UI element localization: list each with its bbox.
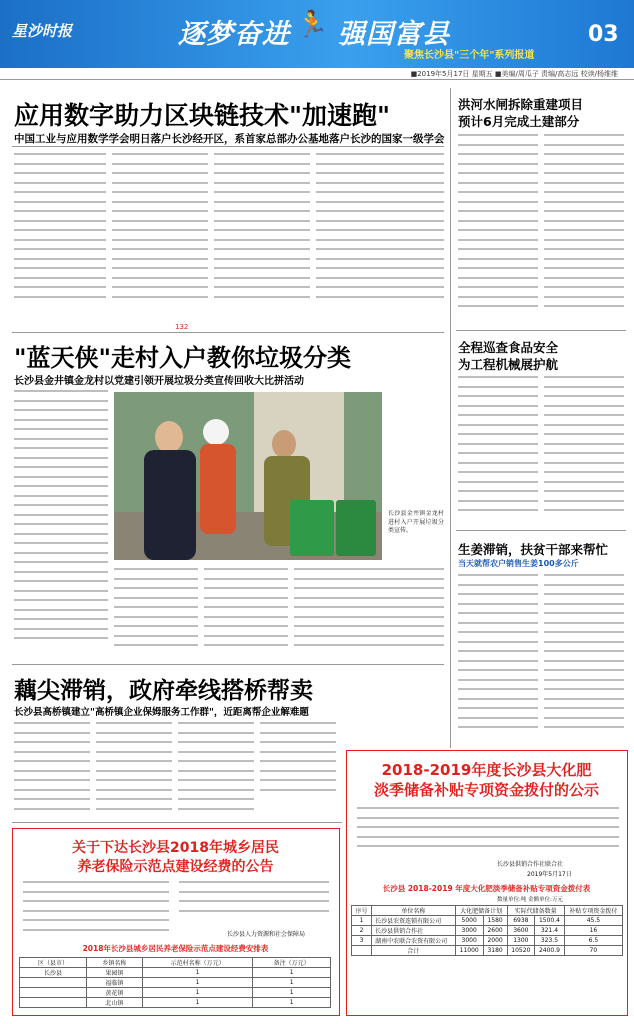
notice1-signature: 长沙县人力资源和社会保障局 <box>227 931 306 938</box>
table-cell: 长沙县农资连锁有限公司 <box>372 916 456 926</box>
table-cell: 3000 <box>455 926 483 936</box>
story3-col1 <box>14 390 108 658</box>
notice1-table-title: 2018年长沙县城乡居民养老保险示范点建设经费安排表 <box>82 944 269 953</box>
story6-col3 <box>178 722 254 818</box>
photo-scene <box>114 392 382 560</box>
table-cell: 3180 <box>483 946 507 956</box>
table-cell <box>352 946 372 956</box>
table-cell: 湖南中农联合农资有限公司 <box>372 936 456 946</box>
notice2-table-title: 长沙县 2018-2019 年度大化肥淡季储备补贴专项资金拨付表 <box>382 884 591 893</box>
divider <box>12 664 444 665</box>
story2-col1 <box>458 134 538 320</box>
table-row <box>20 978 331 988</box>
table-header-row <box>20 958 331 968</box>
notice1-body-left <box>23 881 169 937</box>
table-header: 单位名称 <box>372 906 456 916</box>
table-cell: 1580 <box>483 916 507 926</box>
notice1-title: 关于下达长沙县2018年城乡居民 <box>72 840 279 856</box>
photo-caption: 长沙县金井镇金龙村进村入户开展垃圾分类宣传。 <box>388 510 444 534</box>
story6-col1 <box>14 722 90 818</box>
pension-notice <box>12 828 340 1016</box>
table-cell: 北山镇 <box>86 998 142 1008</box>
divider <box>456 330 626 331</box>
notice1-table <box>19 957 331 1008</box>
notice2-title: 2018-2019年度长沙县大化肥 <box>381 761 592 779</box>
table-cell: 5000 <box>455 916 483 926</box>
table-cell: 长沙县供销合作社 <box>372 926 456 936</box>
table-cell: 福临镇 <box>86 978 142 988</box>
story3-headline: "蓝天侠"走村入户教你垃圾分类 <box>14 344 352 372</box>
story1-col3 <box>214 153 310 313</box>
table-cell: 3000 <box>455 936 483 946</box>
table-cell: 2 <box>352 926 372 936</box>
table-row <box>20 998 331 1008</box>
story3-col2 <box>114 568 198 658</box>
masthead: 星沙时报 <box>12 22 73 40</box>
notice1-title-line2: 养老保险示范点建设经费的公告 <box>77 859 274 875</box>
table-cell: 1300 <box>507 936 535 946</box>
table-header: 区（县市） <box>20 958 87 968</box>
table-header: 乡镇名称 <box>86 958 142 968</box>
table-cell: 1 <box>142 988 252 998</box>
table-cell: 70 <box>564 946 622 956</box>
story5-headline: 生姜滞销，扶贫干部来帮忙 <box>458 542 609 557</box>
table-row <box>352 946 623 956</box>
story4-headline: 全程巡查食品安全 <box>458 340 559 355</box>
table-cell <box>20 988 87 998</box>
table-cell: 3 <box>352 936 372 946</box>
table-cell: 1 <box>142 968 252 978</box>
table-cell: 10520 <box>507 946 535 956</box>
story6-headline: 藕尖滞销，政府牵线搭桥帮卖 <box>14 678 313 704</box>
table-cell: 11000 <box>455 946 483 956</box>
table-cell: 1 <box>253 978 331 988</box>
notice2-title-line2: 淡季储备补贴专项资金拨付的公示 <box>373 781 599 799</box>
page-mark: 132 <box>175 323 189 331</box>
story3-subhead: 长沙县金井镇金龙村以党建引领开展垃圾分类宣传回收大比拼活动 <box>14 376 304 387</box>
story2-col2 <box>544 134 624 320</box>
story2-headline-line2: 预计6月完成土建部分 <box>458 114 580 129</box>
table-cell: 6938 <box>507 916 535 926</box>
story3-col3 <box>204 568 288 658</box>
table-cell: 2600 <box>483 926 507 936</box>
table-header: 大化肥储备计划 <box>455 906 507 916</box>
slogan-right: 强国富县 <box>338 19 450 50</box>
date-bar <box>0 68 634 80</box>
table-cell <box>20 998 87 1008</box>
story1-col4 <box>316 153 444 313</box>
table-row <box>352 926 623 936</box>
table-cell: 1 <box>253 988 331 998</box>
story5-col2 <box>544 574 624 744</box>
divider <box>456 530 626 531</box>
notice2-table-unit: 数量单位:吨 金额单位:万元 <box>497 897 563 903</box>
table-row <box>20 988 331 998</box>
table-row <box>20 968 331 978</box>
table-row <box>352 936 623 946</box>
notice2-body <box>357 807 619 853</box>
divider <box>12 146 444 147</box>
table-cell: 2000 <box>483 936 507 946</box>
table-cell: 1 <box>352 916 372 926</box>
table-cell: 1 <box>142 978 252 988</box>
story6-subhead: 长沙县高桥镇建立"高桥镇企业保姆服务工作群"，近距离帮企业解难题 <box>14 707 309 718</box>
table-cell: 16 <box>564 926 622 936</box>
notice1-body-right <box>179 881 329 921</box>
table-row <box>352 916 623 926</box>
series-label: 聚焦长沙县"三个年"系列报道 <box>404 50 535 61</box>
runner-icon: 🏃 <box>296 10 329 40</box>
table-cell: 2400.9 <box>535 946 565 956</box>
story1-headline: 应用数字助力区块链技术"加速跑" <box>14 101 391 130</box>
notice2-signature-date: 2019年5月17日 <box>527 871 572 878</box>
slogan-left: 逐梦奋进 <box>178 19 290 50</box>
story1-subhead: 中国工业与应用数学学会明日落户长沙经开区，系首家总部办公基地落户长沙的国家一级学会 <box>14 133 445 145</box>
table-cell <box>20 978 87 988</box>
story4-headline-line2: 为工程机械展护航 <box>458 357 559 372</box>
story5-col1 <box>458 574 538 744</box>
story4-col1 <box>458 376 538 522</box>
table-header: 实际代储备数量 <box>507 906 564 916</box>
table-cell: 合计 <box>372 946 456 956</box>
table-cell: 黄花镇 <box>86 988 142 998</box>
column-divider <box>450 88 451 748</box>
table-cell: 1 <box>253 998 331 1008</box>
notice2-table <box>351 905 623 956</box>
table-cell: 1 <box>253 968 331 978</box>
story1-col1 <box>14 153 106 313</box>
story5-subhead: 当天就帮农户销售生姜100多公斤 <box>458 559 579 568</box>
story1-col2 <box>112 153 208 313</box>
table-cell: 45.5 <box>564 916 622 926</box>
notice2-signature-org: 长沙县供销合作社联合社 <box>497 861 564 868</box>
table-cell: 323.5 <box>535 936 565 946</box>
table-cell: 1500.4 <box>535 916 565 926</box>
story6-col4 <box>260 722 336 802</box>
table-cell: 3600 <box>507 926 535 936</box>
table-cell: 1 <box>142 998 252 1008</box>
table-cell: 果园镇 <box>86 968 142 978</box>
story3-photo <box>114 392 382 560</box>
divider <box>12 332 444 333</box>
table-header: 备注（万元） <box>253 958 331 968</box>
fertilizer-notice <box>346 750 628 1016</box>
story3-col4 <box>294 568 444 658</box>
table-header-row <box>352 906 623 916</box>
page-number: 03 <box>588 22 619 47</box>
story6-col2 <box>96 722 172 818</box>
issue-date: ■2019年5月17日 星期五 ■美编/周瓜子 责编/高志远 校读/杨维维 <box>410 70 618 78</box>
table-header: 补贴专项资金拨付 <box>564 906 622 916</box>
table-header: 示范村名称（万元） <box>142 958 252 968</box>
page-banner <box>0 0 634 68</box>
table-cell: 长沙县 <box>20 968 87 978</box>
story2-headline: 洪河水闸拆除重建项目 <box>458 97 584 112</box>
story4-col2 <box>544 376 624 522</box>
table-cell: 321.4 <box>535 926 565 936</box>
divider <box>12 822 342 823</box>
table-header: 序号 <box>352 906 372 916</box>
table-cell: 6.5 <box>564 936 622 946</box>
